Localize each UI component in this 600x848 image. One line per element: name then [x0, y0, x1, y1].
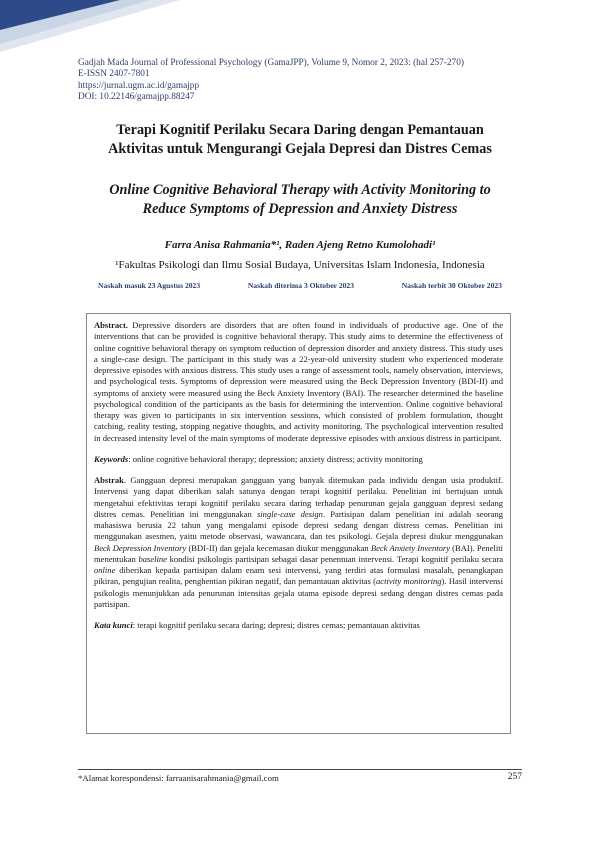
keywords-indonesian: [94, 620, 503, 631]
author-list: Farra Anisa Rahmania*¹, Raden Ajeng Retno Kumolohadi¹: [164, 239, 436, 251]
abstract-english-text: Depressive disorders are disorders that are often found in individuals of productive age. One of the interventions that can be provided is cognitive behavioral therapy. This study aims to determine the effectiveness of online cognitive behavioral therapy on symptom reduction of depression disorder and anxiety distress. This study uses a single-case design. The participant in this study was a 22-year-old university student who experienced moderate depressive episodes with anxious distress. This study uses a range of assessment tools, namely observation, interviews, and psychological tests. Symptoms of depression were measured using the Beck Depression Inventory (BDI-II) and symptoms of anxiety were measured using the Beck Anxiety Inventory (BAI). The researcher determined the baseline psychological condition of the participants as the basis for determining the intervention. Online cognitive behavioral therapy was given to participants in six intervention sessions, which consisted of problem formulation, thought catching, reality testing, stopping negative thoughts, and activity monitoring. The psychological intervention resulted in decreased intensity level of the main symptoms of moderate depressive episodes with anxious distress in participant.: [94, 320, 503, 443]
manuscript-dates: [98, 281, 502, 290]
abstrak-text: . Partisipan dalam penelitian ini adalah seorang mahasiswa berusia 22 tahun yang mengalami episode depresi sedang dengan distress cemas. Penelitian ini menggunakan asesmen, yaitu metode observasi, wawancara, dan tes psikologi. Gejala depresi diukur menggunakan: [94, 508, 503, 542]
journal-issn: E-ISSN 2407-7801: [78, 69, 150, 80]
abstract-indonesian: [94, 475, 503, 610]
abstrak-italic: online: [94, 565, 116, 575]
abstrak-text: diberikan kepada partisipan dalam enam sesi intervensi, yang terdiri atas formulasi masalah, penangkapan pikiran, pengujian realita, penghentian pikiran negatif, dan pemantauan aktivitas (: [94, 565, 503, 587]
keywords-indonesian-text: : terapi kognitif perilaku secara daring; depresi; distres cemas; pemantauan aktivitas: [132, 620, 420, 630]
title-english-line1: Online Cognitive Behavioral Therapy with Activity Monitoring to: [109, 182, 491, 198]
keywords-english-text: : online cognitive behavioral therapy; depression; anxiety distress; activity monitoring: [128, 453, 423, 464]
title-english-line2: Reduce Symptoms of Depression and Anxiety Distress: [142, 201, 458, 217]
title-indonesian: [40, 121, 560, 159]
date-published: Naskah terbit 30 Oktober 2023: [401, 281, 502, 290]
abstrak-italic: single-case design: [256, 508, 323, 519]
journal-doi[interactable]: DOI: 10.22146/gamajpp.88247: [78, 92, 195, 103]
abstract-label: Abstract.: [94, 320, 128, 330]
title-english: [40, 181, 560, 219]
journal-header: [78, 58, 558, 104]
abstract-box: [86, 313, 511, 734]
page-number: 257: [507, 772, 522, 782]
title-indonesian-line1: Terapi Kognitif Perilaku Secara Daring dengan Pemantauan: [116, 122, 484, 138]
author-affiliation: ¹Fakultas Psikologi dan Ilmu Sosial Budaya, Universitas Islam Indonesia, Indonesia: [115, 259, 485, 271]
kata-kunci-label: Kata kunci: [94, 620, 133, 630]
abstrak-italic: activity monitoring: [376, 576, 442, 587]
journal-citation: Gadjah Mada Journal of Professional Psychology (GamaJPP), Volume 9, Nomor 2, 2023: (hal 257-270): [78, 58, 464, 68]
title-indonesian-line2: Aktivitas untuk Mengurangi Gejala Depresi dan Distres Cemas: [108, 141, 492, 157]
abstrak-text: (BDI-II) dan gejala kecemasan diukur menggunakan: [186, 542, 371, 553]
date-received: Naskah masuk 23 Agustus 2023: [98, 281, 201, 290]
abstrak-text: (BAI). Peneliti menentukan: [94, 542, 503, 564]
abstrak-text: kondisi psikologis partisipan sebagai dasar penentuan intervensi. Terapi kognitif perilaku secara: [166, 553, 503, 564]
keywords-label: Keywords: [94, 453, 129, 464]
abstrak-italic: Beck Anxiety Inventory: [370, 542, 451, 553]
correspondence-footnote: *Alamat korespondensi: farraanisarahmania@gmail.com: [78, 773, 279, 783]
corner-decoration: [0, 0, 180, 60]
journal-url[interactable]: https://jurnal.ugm.ac.id/gamajpp: [78, 80, 200, 91]
abstrak-text: ). Hasil intervensi psikologis menunjukkan ada penurunan intensitas gejala utama episode depresi sedang dengan distres cemas pada partisipan.: [94, 576, 503, 609]
abstract-english: [94, 320, 503, 444]
abstrak-italic: Beck Depression Inventory: [94, 542, 187, 553]
footnote-divider: [78, 769, 522, 770]
date-accepted: Naskah diterima 3 Oktober 2023: [247, 281, 355, 290]
abstrak-italic: baseline: [138, 553, 167, 564]
abstrak-text: . Gangguan depresi merupakan gangguan yang banyak ditemukan pada individu dengan usia produktif. Intervensi yang dapat diberikan salah satunya dengan terapi kognitif perilaku. Penelitian ini bertujuan untuk mengetahui efektivitas terapi kognitif perilaku secara daring terhadap penurunan gejala gangguan depresi sedang distres cemas. Penelitian ini menggunakan: [94, 475, 503, 519]
abstrak-label: Abstrak: [94, 475, 124, 485]
keywords-english: [94, 454, 503, 465]
